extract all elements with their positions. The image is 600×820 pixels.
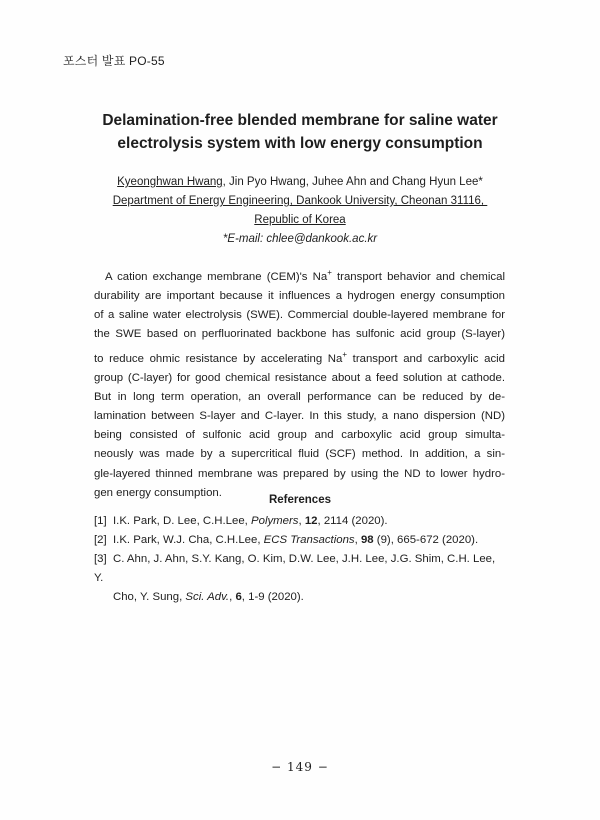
abstract-line: gen energy consumption. [94, 486, 222, 499]
session-label: 포스터 발표 PO-55 [63, 54, 165, 68]
abstract-line: lamination between S-layer and C-layer. In this study, a nano dispersion (ND) [94, 410, 505, 423]
affiliation-line-1: Department of Energy Engineering, Dankook University, Cheonan 31116, [112, 195, 488, 207]
abstract-line: But in long term operation, an overall performance can be reduced by de- [94, 390, 505, 403]
abstract-line: gle-layered thinned membrane was prepared by using the ND to lower hydro- [94, 467, 505, 480]
abstract-line: to reduce ohmic resistance by accelerating Na+ transport and carboxylic acid [94, 349, 506, 365]
reference-item: [2] I.K. Park, W.J. Cha, C.H.Lee, ECS Transactions, 98 (9), 665-672 (2020). [94, 534, 479, 546]
presenting-author: Kyeonghwan Hwang [117, 176, 223, 188]
abstract-line: of a saline water electrolysis (SWE). Commercial double-layered membrane for [94, 309, 505, 322]
abstract-line: group (C-layer) for good chemical resistance about a feed solution at cathode. [94, 371, 505, 384]
abstract [94, 263, 505, 503]
abstract-line: being consisted of sulfonic acid group and carboxylic acid group simulta- [94, 429, 505, 442]
page-number: − 149 − [271, 760, 329, 774]
affiliation-line-2: Republic of Korea [254, 214, 346, 226]
author-block [60, 173, 540, 249]
co-authors: , Jin Pyo Hwang, Juhee Ahn and Chang Hyun Lee* [222, 176, 483, 188]
paper-title [60, 110, 540, 155]
reference-item: [3] C. Ahn, J. Ahn, S.Y. Kang, O. Kim, D.W. Lee, J.H. Lee, J.G. Shim, C.H. Lee, Y. Cho, Y. Sung, Sci. Adv., 6, 1-9 (2020). [94, 553, 496, 603]
email: *E-mail: chlee@dankook.ac.kr [222, 233, 378, 245]
reference-item: [1] I.K. Park, D. Lee, C.H.Lee, Polymers, 12, 2114 (2020). [94, 515, 388, 527]
abstract-line: the SWE based on perfluorinated backbone has sulfonic acid group (S-layer) [94, 328, 505, 341]
title-line-1: Delamination-free blended membrane for saline water [102, 112, 498, 129]
title-line-2: electrolysis system with low energy consumption [117, 134, 483, 152]
references-heading: References [268, 494, 331, 506]
reference-list [94, 512, 505, 607]
abstract-line: neously was made by a supercritical fluid (SCF) method. In addition, a sin- [94, 448, 505, 461]
author-line [60, 173, 540, 192]
abstract-line: A cation exchange membrane (CEM)'s Na+ transport behavior and chemical [105, 268, 505, 283]
abstract-line: durability are important because it influences a hydrogen energy consumption [94, 290, 505, 302]
